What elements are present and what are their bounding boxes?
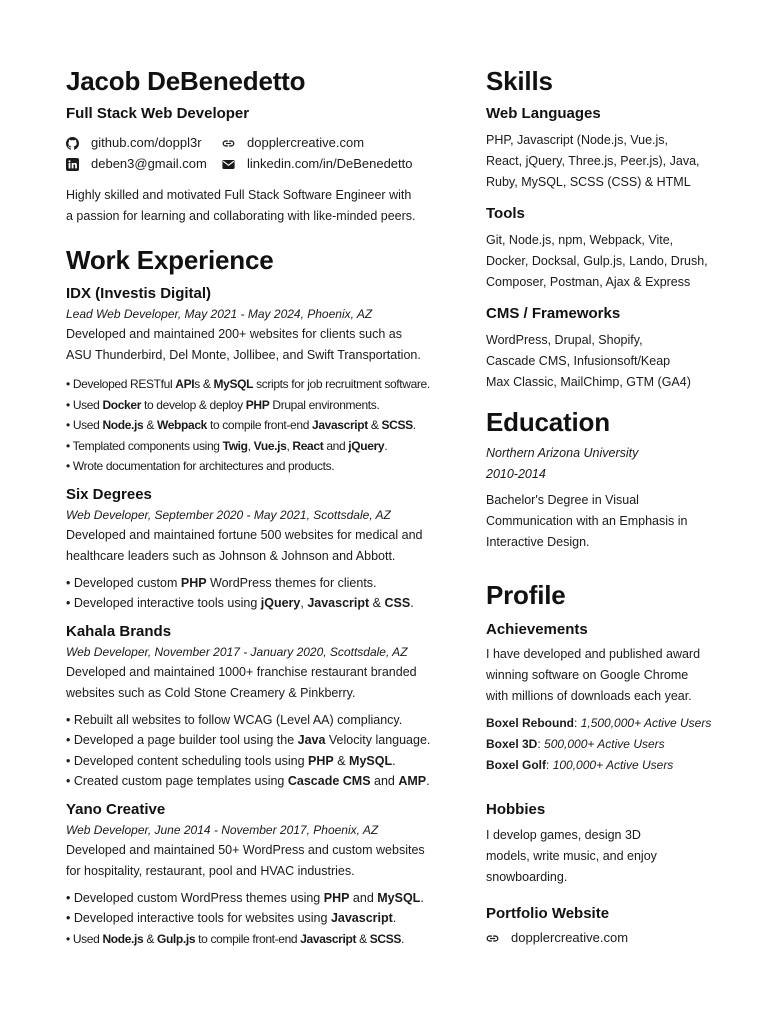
job-bullet (66, 888, 446, 909)
skill-line: Cascade CMS, Infusionsoft/Keap (486, 354, 671, 368)
profile-heading: Profile (486, 580, 566, 610)
bullet-text: • Used (66, 418, 103, 432)
achievements-line: with millions of downloads each year. (486, 689, 692, 703)
keyword: AMP (398, 774, 427, 788)
degree-line: Communication with an Emphasis in (486, 514, 688, 528)
app-name: Boxel 3D (486, 737, 538, 751)
keyword: Javascript (300, 931, 357, 946)
keyword: Node.js (102, 418, 144, 432)
bullet-text: scripts for job recruitment software. (253, 377, 430, 391)
keyword: MySQL (213, 377, 254, 391)
github-link[interactable]: github.com/doppl3r (91, 135, 202, 150)
keyword: Cascade CMS (287, 774, 371, 788)
job-company: Yano Creative (66, 800, 166, 818)
keyword: SCSS (369, 931, 402, 946)
bullet-text: • Developed a page builder tool using the (66, 733, 298, 747)
app-name: Boxel Golf (486, 758, 547, 772)
bullet-text: & (356, 931, 370, 946)
keyword: jQuery (260, 596, 301, 610)
skill-line: Composer, Postman, Ajax & Express (486, 275, 691, 289)
right-column (486, 64, 726, 947)
portfolio-link[interactable]: dopplercreative.com (511, 930, 629, 945)
keyword: MySQL (349, 753, 393, 768)
keyword: Javascript (330, 911, 393, 925)
left-column (66, 64, 446, 949)
degree-line: Interactive Design. (486, 535, 590, 549)
job-description (66, 662, 446, 704)
keyword: Twig (222, 438, 248, 453)
job-bullet (66, 593, 446, 614)
bullet-text: . (410, 596, 414, 610)
skill-group-title: Web Languages (486, 105, 601, 122)
achievements-text (486, 644, 726, 707)
job-bullet (66, 730, 446, 751)
job-description-line: for hospitality, restaurant, pool and HVAC industries. (66, 863, 355, 878)
skill-group-body (486, 330, 726, 393)
bullet-text: & (143, 931, 157, 946)
app-item: Boxel Golf: 100,000+ Active Users (486, 758, 674, 772)
bullet-text: & (143, 418, 157, 432)
job-bullet (66, 908, 446, 929)
keyword: Java (297, 733, 326, 747)
bullet-text: • Developed interactive tools using (66, 596, 261, 610)
bullet-text: . (401, 931, 404, 946)
job-meta: Web Developer, June 2014 - November 2017, Phoenix, AZ (66, 822, 379, 837)
portfolio-title: Portfolio Website (486, 905, 610, 922)
job-bullets (66, 573, 446, 614)
job-bullet (66, 395, 446, 416)
bullet-text: • Developed interactive tools for websites using (66, 911, 331, 925)
skills-list (486, 104, 726, 393)
job-bullet (66, 710, 446, 731)
job-description (66, 840, 446, 882)
contact-email[interactable] (66, 155, 222, 173)
skill-line: Ruby, MySQL, SCSS (CSS) & HTML (486, 175, 691, 189)
linkedin-link[interactable]: linkedin.com/in/DeBenedetto (247, 156, 413, 171)
contact-linkedin[interactable] (222, 155, 422, 173)
job-description-line: Developed and maintained 1000+ franchise restaurant branded (66, 664, 417, 679)
link-icon (486, 932, 499, 945)
job-bullet (66, 751, 446, 772)
bullet-text: • Developed content scheduling tools using (66, 753, 309, 768)
bullet-text: • Used (66, 397, 103, 412)
bullet-text: and (323, 438, 349, 453)
app-item: Boxel Rebound: 1,500,000+ Active Users (486, 716, 712, 730)
keyword: Webpack (156, 418, 207, 432)
skill-line: Git, Node.js, npm, Webpack, Vite, (486, 233, 674, 247)
bullet-text: & (333, 753, 350, 768)
app-name: Boxel Rebound (486, 716, 575, 730)
link-icon (222, 137, 235, 150)
job-meta: Lead Web Developer, May 2021 - May 2024, Phoenix, AZ (66, 307, 373, 321)
keyword: Javascript (307, 596, 370, 610)
skill-group-title: CMS / Frameworks (486, 305, 621, 322)
resume-name: Jacob DeBenedetto (66, 66, 306, 96)
skill-group-body (486, 130, 726, 193)
bullet-text: s & (194, 377, 214, 391)
skill-group (486, 204, 726, 293)
website-link[interactable]: dopplercreative.com (247, 135, 365, 150)
job-bullet (66, 436, 446, 457)
keyword: Docker (102, 397, 142, 412)
hobbies-text (486, 825, 726, 888)
job-bullet (66, 771, 446, 792)
contact-list (66, 134, 446, 173)
degree-text (486, 490, 726, 553)
hobbies-title: Hobbies (486, 801, 546, 818)
job-company: Kahala Brands (66, 622, 172, 640)
job-bullets (66, 374, 446, 477)
bullet-text: Drupal environments. (269, 397, 380, 412)
bullet-text: , (300, 596, 308, 610)
keyword: Javascript (312, 418, 368, 432)
bullet-text: • Created custom page templates using (66, 774, 288, 788)
keyword: PHP (180, 575, 207, 590)
bullet-text: . (426, 774, 430, 788)
skill-line: React, jQuery, Three.js, Peer.js), Java, (486, 154, 700, 168)
app-list (486, 713, 726, 776)
keyword: CSS (384, 596, 411, 610)
intro-line: a passion for learning and collaborating with like-minded peers. (66, 209, 416, 223)
job-description-line: healthcare leaders such as Johnson & Johnson and Abbott. (66, 548, 396, 563)
keyword: PHP (323, 890, 350, 905)
keyword: Gulp.js (156, 931, 196, 946)
bullet-text: and (349, 890, 378, 905)
achievements-line: winning software on Google Chrome (486, 668, 689, 682)
app-users: 100,000+ Active Users (552, 758, 674, 772)
bullet-text: • Wrote documentation for architectures and products. (66, 459, 335, 473)
skill-line: Docker, Docksal, Gulp.js, Lando, Drush, (486, 254, 708, 268)
job-description-line: Developed and maintained 50+ WordPress and custom websites (66, 842, 425, 857)
job-company: Six Degrees (66, 485, 152, 503)
job-description (66, 525, 446, 567)
job-bullet (66, 929, 446, 950)
degree-line: Bachelor's Degree in Visual (486, 493, 639, 507)
keyword: Vue.js (253, 438, 287, 453)
bullet-text: . (392, 911, 397, 925)
intro-line: Highly skilled and motivated Full Stack Software Engineer with (66, 188, 412, 202)
education-heading: Education (486, 407, 610, 437)
portfolio-link-row[interactable] (486, 929, 726, 947)
skill-line: Max Classic, MailChimp, GTM (GA4) (486, 375, 691, 389)
bullet-text: & (367, 418, 382, 432)
skill-group (486, 104, 726, 193)
email-link[interactable]: deben3@gmail.com (91, 156, 207, 171)
job-entry (66, 800, 446, 950)
job-bullet (66, 573, 446, 594)
app-users: 1,500,000+ Active Users (580, 716, 712, 730)
resume-title: Full Stack Web Developer (66, 105, 250, 122)
bullet-text: & (369, 596, 385, 610)
skill-group-title: Tools (486, 205, 525, 222)
skill-group-body (486, 230, 726, 293)
job-bullet (66, 415, 446, 436)
github-icon (66, 137, 79, 150)
app-users: 500,000+ Active Users (544, 737, 665, 751)
job-description-line: Developed and maintained 200+ websites for clients such as (66, 327, 402, 341)
keyword: API (175, 377, 195, 391)
skill-line: PHP, Javascript (Node.js, Vue.js, (486, 133, 669, 147)
skill-group (486, 304, 726, 393)
intro-text (66, 185, 446, 227)
school-years: 2010-2014 (486, 467, 546, 481)
job-description (66, 324, 446, 366)
keyword: React (292, 438, 324, 453)
job-bullet (66, 456, 446, 477)
skill-line: WordPress, Drupal, Shopify, (486, 333, 643, 347)
bullet-text: and (370, 774, 399, 788)
app-item: Boxel 3D: 500,000+ Active Users (486, 737, 665, 751)
keyword: MySQL (377, 890, 421, 905)
hobbies-line: snowboarding. (486, 870, 568, 884)
job-bullets (66, 710, 446, 792)
bullet-text: , (286, 438, 293, 453)
bullet-text: • Templated components using (66, 438, 223, 453)
bullet-text: • Used (66, 931, 103, 946)
job-meta: Web Developer, September 2020 - May 2021, Scottsdale, AZ (66, 507, 391, 522)
job-bullet (66, 374, 446, 395)
job-entry (66, 284, 446, 477)
bullet-text: Velocity language. (325, 733, 431, 747)
achievements-title: Achievements (486, 621, 588, 638)
bullet-text: • Developed custom (66, 575, 181, 590)
achievements-line: I have developed and published award (486, 647, 701, 661)
job-description-line: ASU Thunderbird, Del Monte, Jollibee, and Swift Transportation. (66, 348, 421, 362)
bullet-text: . (384, 438, 388, 453)
skills-heading: Skills (486, 66, 553, 96)
keyword: Node.js (102, 931, 144, 946)
keyword: SCSS (381, 418, 413, 432)
hobbies-line: models, write music, and enjoy (486, 849, 657, 863)
keyword: jQuery (348, 438, 385, 453)
hobbies-line: I develop games, design 3D (486, 828, 641, 842)
mail-icon (222, 158, 235, 171)
contact-website[interactable] (222, 134, 422, 152)
bullet-text: • Rebuilt all websites to follow WCAG (Level AA) compliancy. (66, 712, 403, 727)
contact-github[interactable] (66, 134, 222, 152)
job-company: IDX (Investis Digital) (66, 285, 212, 302)
bullet-text: , (247, 438, 254, 453)
bullet-text: to compile front-end (206, 418, 313, 432)
bullet-text: WordPress themes for clients. (206, 575, 377, 590)
bullet-text: to compile front-end (195, 931, 301, 946)
bullet-text: . (392, 753, 396, 768)
bullet-text: . (420, 890, 424, 905)
bullet-text: to develop & deploy (141, 397, 246, 412)
bullet-text: . (412, 418, 416, 432)
job-meta: Web Developer, November 2017 - January 2020, Scottsdale, AZ (66, 644, 408, 659)
job-bullets (66, 888, 446, 950)
work-heading: Work Experience (66, 245, 274, 275)
bullet-text: • Developed custom WordPress themes using (66, 890, 324, 905)
bullet-text: • Developed RESTful (66, 377, 176, 391)
job-list (66, 284, 446, 949)
keyword: PHP (308, 753, 334, 768)
job-entry (66, 485, 446, 614)
job-description-line: websites such as Cold Stone Creamery & Pinkberry. (66, 685, 356, 700)
school-name: Northern Arizona University (486, 446, 639, 460)
job-entry (66, 622, 446, 792)
job-description-line: Developed and maintained fortune 500 websites for medical and (66, 527, 423, 542)
keyword: PHP (245, 397, 270, 412)
linkedin-icon (66, 158, 79, 171)
